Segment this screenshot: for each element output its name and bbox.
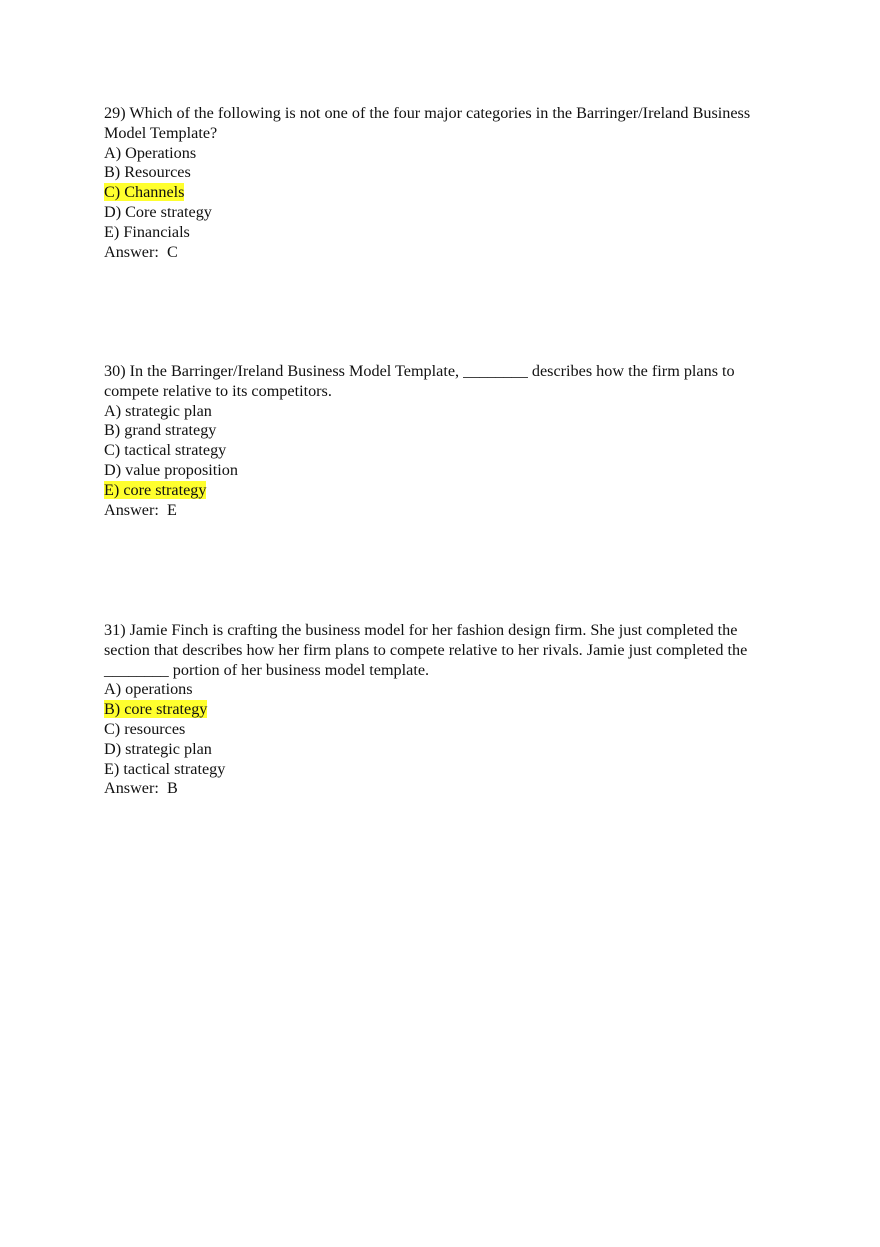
option-a: A) strategic plan	[104, 401, 212, 420]
question-31	[104, 621, 784, 799]
answer-key: Answer: B	[104, 779, 178, 798]
answer-options	[104, 144, 784, 243]
option-d: D) Core strategy	[104, 202, 212, 221]
option-c: C) resources	[104, 719, 186, 738]
question-stem: 30) In the Barringer/Ireland Business Model Template, ________ describes how the firm plans to compete relative to its competitors.	[104, 362, 735, 400]
answer-options	[104, 680, 784, 779]
option-e: E) tactical strategy	[104, 759, 226, 778]
option-b-highlighted: B) core strategy	[104, 700, 208, 719]
question-30	[104, 362, 784, 520]
option-d: D) strategic plan	[104, 739, 212, 758]
option-b: B) Resources	[104, 163, 191, 182]
answer-key: Answer: C	[104, 242, 178, 261]
answer-options	[104, 402, 784, 501]
option-e: E) Financials	[104, 222, 190, 241]
option-a: A) operations	[104, 680, 193, 699]
question-29	[104, 104, 784, 262]
option-c: C) tactical strategy	[104, 441, 227, 460]
option-c-highlighted: C) Channels	[104, 183, 185, 202]
question-stem: 29) Which of the following is not one of the four major categories in the Barringer/Ireland Business Model Template?	[104, 104, 751, 142]
answer-key: Answer: E	[104, 500, 177, 519]
option-d: D) value proposition	[104, 460, 238, 479]
option-b: B) grand strategy	[104, 421, 217, 440]
option-a: A) Operations	[104, 143, 197, 162]
question-stem: 31) Jamie Finch is crafting the business model for her fashion design firm. She just completed the section that describes how her firm plans to compete relative to her rivals. Jamie just completed the ________ portion of her business model template.	[104, 621, 748, 679]
option-e-highlighted: E) core strategy	[104, 480, 207, 499]
